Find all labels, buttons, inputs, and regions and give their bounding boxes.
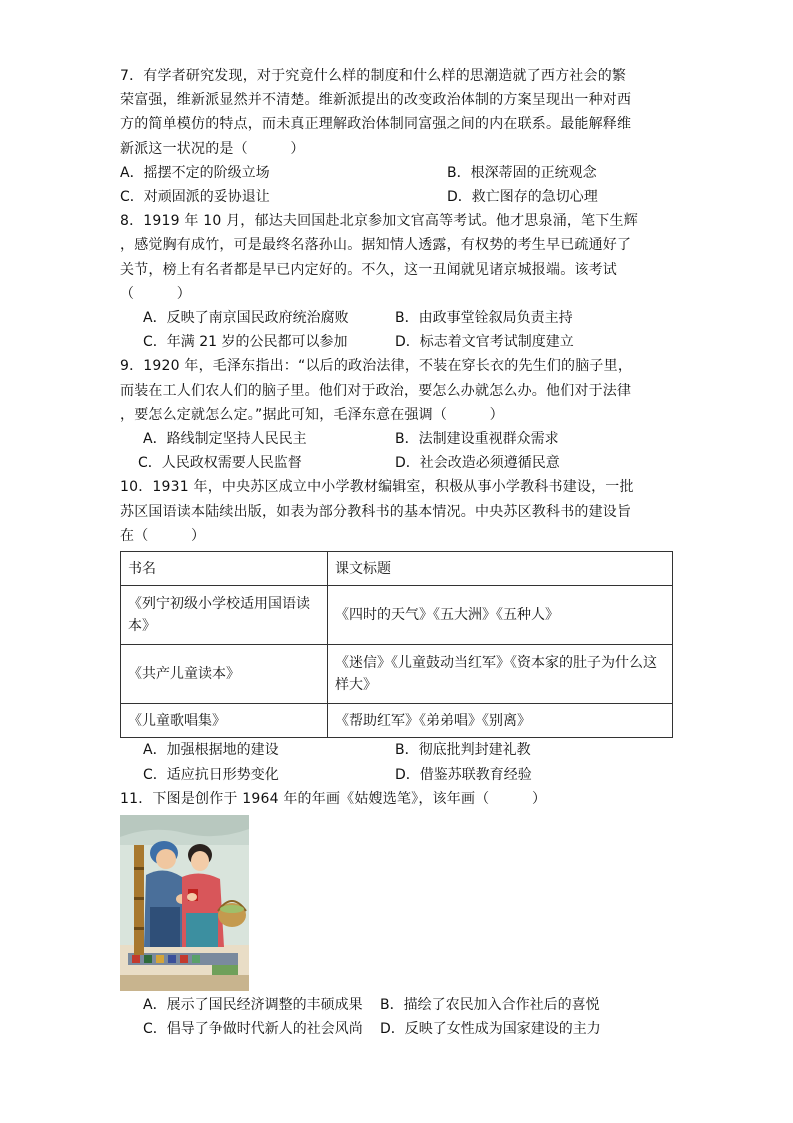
q9-line-3: ，要怎么定就怎么定。”据此可知，毛泽东意在强调（ ） [120,407,504,423]
q9-option-b: B．法制建设重视群众需求 [395,431,559,447]
q8-option-b: B．由政事堂铨叙局负责主持 [395,310,573,326]
q11-option-d: D．反映了女性成为国家建设的主力 [380,1021,601,1037]
table-cell-book: 《列宁初级小学校适用国语读本》 [121,586,328,645]
q7-option-b: B．根深蒂固的正统观念 [447,165,597,181]
q7-line-1: 7．有学者研究发现，对于究竟什么样的制度和什么样的思潮造就了西方社会的繁 [120,68,627,84]
q7-line-3: 方的简单模仿的特点，而未真正理解政治体制同富强之间的内在联系。最能解释维 [120,116,632,132]
table-cell-titles: 《帮助红军》《弟弟唱》《别离》 [328,704,673,738]
q10-option-d: D．借鉴苏联教育经验 [395,767,532,783]
q9-line-1: 9．1920 年，毛泽东指出：“以后的政治法律，不装在穿长衣的先生们的脑子里， [120,358,633,374]
table-header-row [121,552,673,586]
q10-option-a: A．加强根据地的建设 [143,742,279,758]
q9-option-d: D．社会改造必须遵循民意 [395,455,560,471]
q8-line-2: ，感觉胸有成竹，可是最终名落孙山。据知情人透露，有权势的考生早已疏通好了 [120,237,632,253]
table-cell-titles: 《四时的天气》《五大洲》《五种人》 [328,586,673,645]
q7-option-d: D．救亡图存的急切心理 [447,189,598,205]
q7-option-a: A．摇摆不定的阶级立场 [120,165,270,181]
q11-option-a: A．展示了国民经济调整的丰硕成果 [143,997,363,1013]
q11-line-1: 11．下图是创作于 1964 年的年画《姑嫂选笔》，该年画（ ） [120,791,547,807]
q7-line-2: 荣富强，维新派显然并不清楚。维新派提出的改变政治体制的方案呈现出一种对西 [120,92,632,108]
table-row [121,645,673,704]
q10-line-1: 10．1931 年，中央苏区成立中小学教材编辑室，积极从事小学教科书建设，一批 [120,479,634,495]
table-header-cell: 书名 [121,552,328,586]
table-header-cell: 课文标题 [328,552,673,586]
q8-line-1: 8．1919 年 10 月，郁达夫回国赴北京参加文官高等考试。他才思泉涌，笔下生辉 [120,213,638,229]
q8-line-3: 关节，榜上有名者都是早已内定好的。不久，这一丑闻就见诸京城报端。该考试 [120,262,617,278]
q9-line-2: 而装在工人们农人们的脑子里。他们对于政治，要怎么办就怎么办。他们对于法律 [120,383,632,399]
q11-option-c: C．倡导了争做时代新人的社会风尚 [143,1021,363,1037]
q10-option-b: B．彻底批判封建礼教 [395,742,531,758]
q10-line-2: 苏区国语读本陆续出版，如表为部分教科书的基本情况。中央苏区教科书的建设旨 [120,504,632,520]
q7-option-c: C．对顽固派的妥协退让 [120,189,270,205]
q9-option-a: A．路线制定坚持人民民主 [143,431,307,447]
q8-line-4: （ ） [120,286,191,302]
q10-line-3: 在（ ） [120,528,206,544]
table-cell-book: 《共产儿童读本》 [121,645,328,704]
q8-option-d: D．标志着文官考试制度建立 [395,334,574,350]
q10-option-c: C．适应抗日形势变化 [143,767,279,783]
q7-line-4: 新派这一状况的是（ ） [120,141,305,157]
textbook-table [120,551,673,738]
table-row [121,704,673,738]
new-year-painting-image [120,815,249,991]
q8-option-a: A．反映了南京国民政府统治腐败 [143,310,349,326]
q9-option-c: C．人民政权需要人民监督 [138,455,302,471]
table-row [121,586,673,645]
table-cell-book: 《儿童歌唱集》 [121,704,328,738]
table-cell-titles: 《迷信》《儿童鼓动当红军》《资本家的肚子为什么这样大》 [328,645,673,704]
q8-option-c: C．年满 21 岁的公民都可以参加 [143,334,348,350]
q11-option-b: B．描绘了农民加入合作社后的喜悦 [380,997,600,1013]
